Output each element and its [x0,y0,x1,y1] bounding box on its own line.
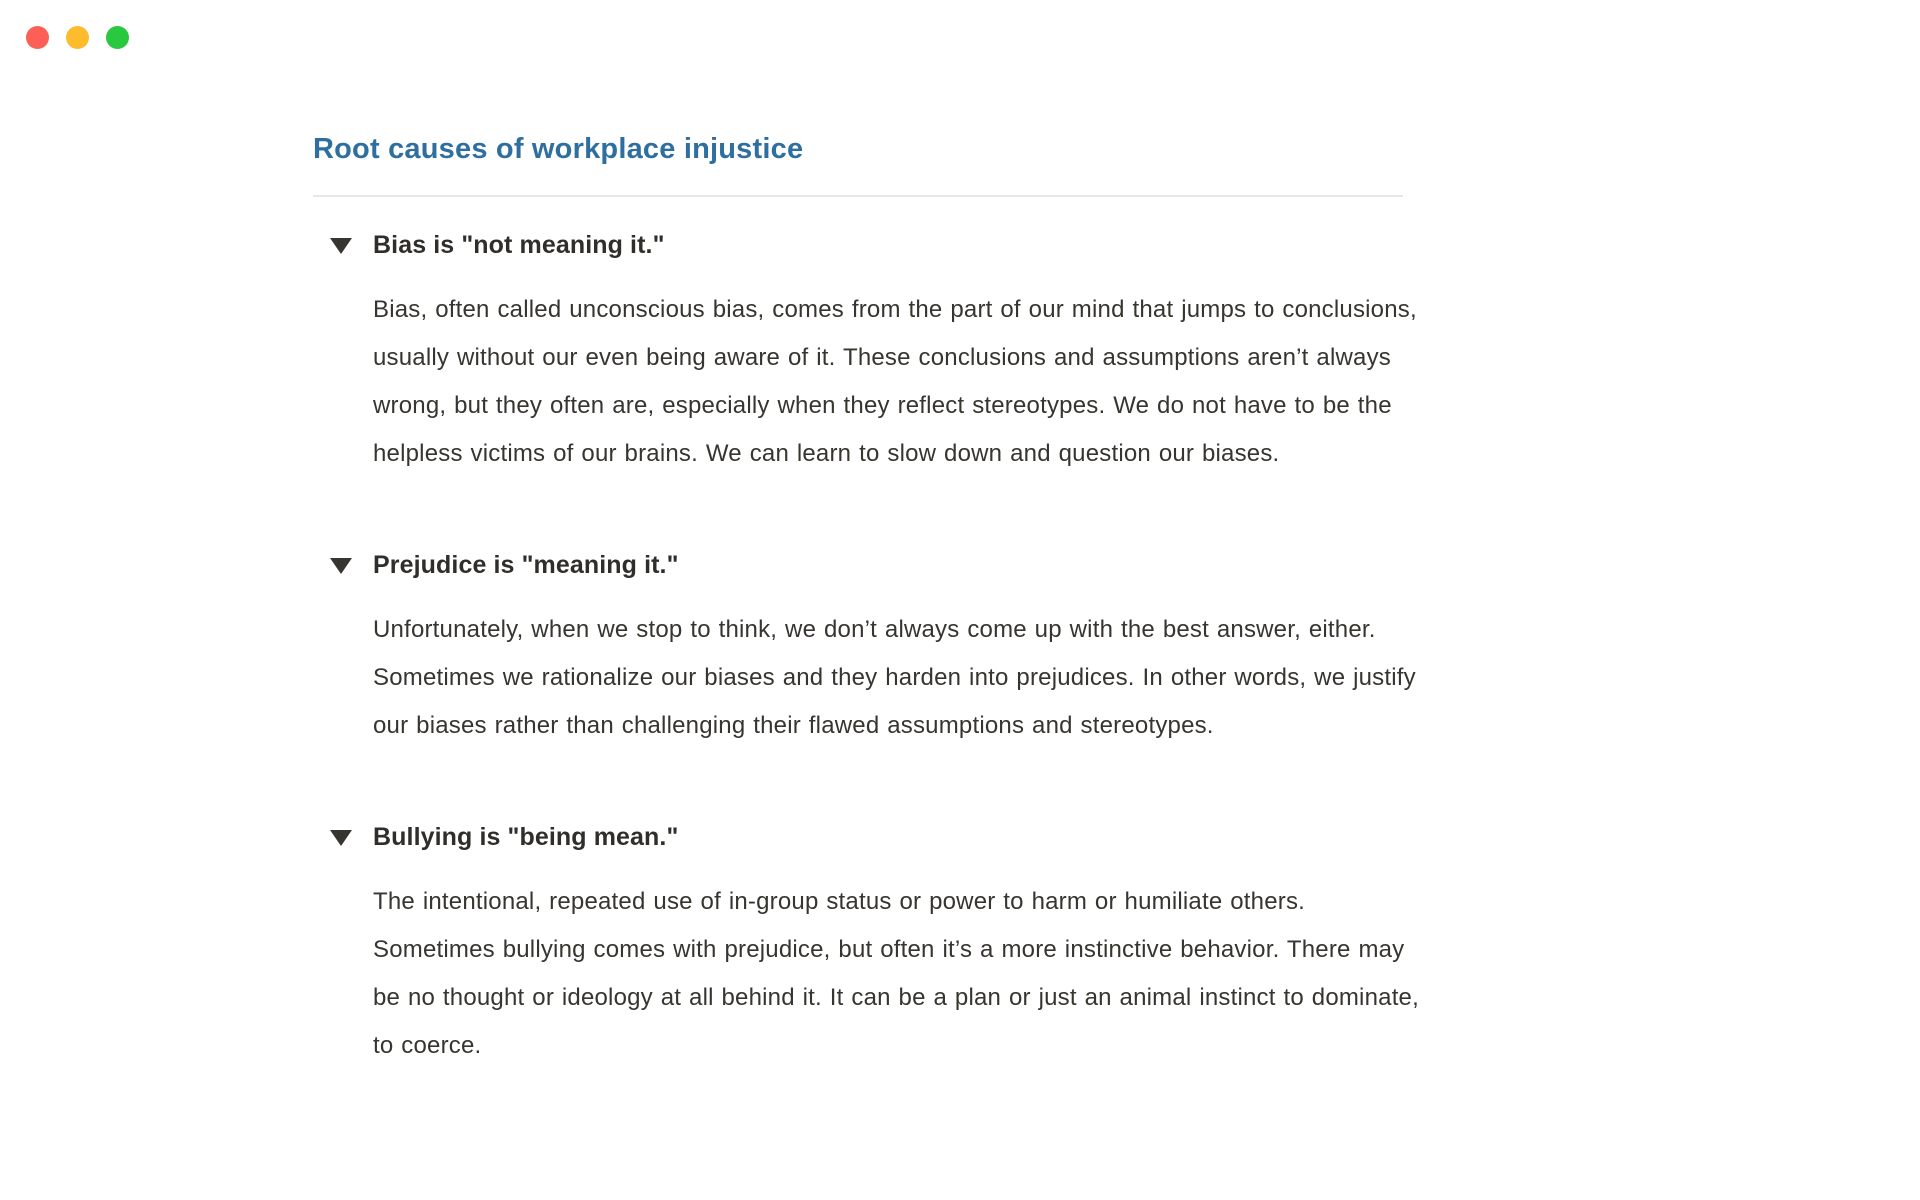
toggle-title[interactable]: Prejudice is "meaning it." [373,551,679,579]
paragraph-line: our biases rather than challenging their flawed assumptions and stereotypes. [373,712,1214,739]
toggle-body [373,606,1760,750]
paragraph-line: wrong, but they often are, especially when they reflect stereotypes. We do not have to be the [373,392,1392,419]
title-divider [313,195,1403,197]
zoom-window-button[interactable] [106,26,129,49]
page-title[interactable]: Root causes of workplace injustice [313,133,804,165]
toggle-open-icon[interactable] [330,830,352,846]
paragraph-line: Sometimes bullying comes with prejudice, but often it’s a more instinctive behavior. There may [373,936,1405,963]
paragraph-line: helpless victims of our brains. We can learn to slow down and question our biases. [373,440,1280,467]
toggle-title[interactable]: Bullying is "being mean." [373,823,679,851]
toggle-open-icon[interactable] [330,238,352,254]
toggle-header[interactable] [313,820,1760,854]
toggle-header[interactable] [313,548,1760,582]
minimize-window-button[interactable] [66,26,89,49]
toggle-block-bias [313,228,1760,478]
paragraph-line: be no thought or ideology at all behind it. It can be a plan or just an animal instinct to dominate, [373,984,1419,1011]
paragraph-line: Unfortunately, when we stop to think, we don’t always come up with the best answer, either. [373,616,1376,643]
paragraph-line: Bias, often called unconscious bias, comes from the part of our mind that jumps to conclusions, [373,296,1417,323]
toggle-header[interactable] [313,228,1760,262]
toggle-block-prejudice [313,548,1760,750]
toggle-body [373,286,1760,478]
paragraph-line: usually without our even being aware of it. These conclusions and assumptions aren’t always [373,344,1391,371]
toggle-open-icon[interactable] [330,558,352,574]
toggle-block-bullying [313,820,1760,1070]
toggle-body [373,878,1760,1070]
paragraph-line: Sometimes we rationalize our biases and they harden into prejudices. In other words, we justify [373,664,1416,691]
window-titlebar [26,26,129,49]
toggle-title[interactable]: Bias is "not meaning it." [373,231,665,259]
paragraph-line: to coerce. [373,1032,482,1059]
paragraph-line: The intentional, repeated use of in-group status or power to harm or humiliate others. [373,888,1306,915]
close-window-button[interactable] [26,26,49,49]
